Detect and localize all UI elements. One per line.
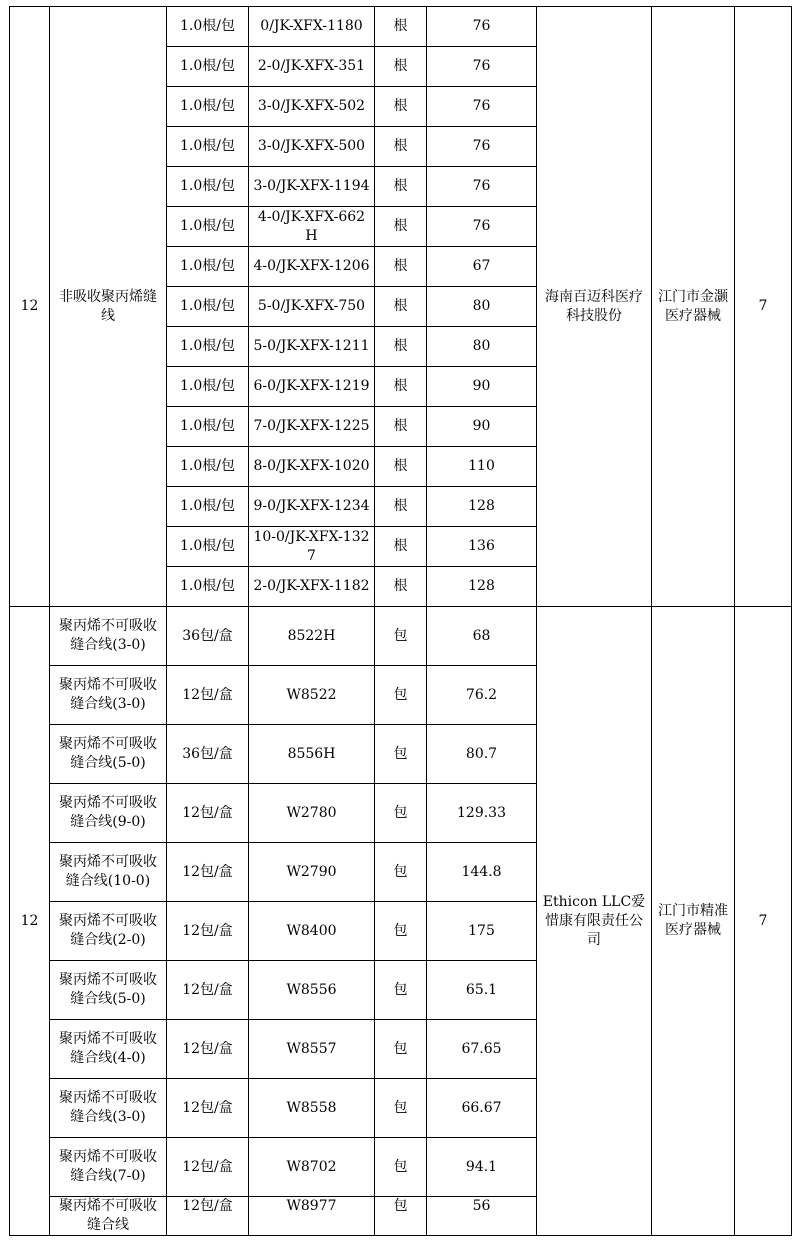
unit-cell: 包 [375,1197,427,1236]
table-body [10,7,792,1236]
price-cell: 76 [427,127,537,167]
spec-cell: 12包/盒 [167,843,249,902]
price-cell: 68 [427,607,537,666]
price-cell: 129.33 [427,784,537,843]
spec-cell: 12包/盒 [167,666,249,725]
spec-cell: 12包/盒 [167,1138,249,1197]
model-cell: 5-0/JK-XFX-750 [249,287,375,327]
model-cell: W8522 [249,666,375,725]
spec-cell: 1.0根/包 [167,327,249,367]
price-cell: 90 [427,367,537,407]
price-cell: 110 [427,447,537,487]
table-row [10,7,792,47]
product-name-cell: 聚丙烯不可吸收缝合线(10-0) [50,843,167,902]
price-cell: 80 [427,287,537,327]
unit-cell: 根 [375,207,427,247]
product-name-cell: 聚丙烯不可吸收缝合线(4-0) [50,1020,167,1079]
model-cell: 8-0/JK-XFX-1020 [249,447,375,487]
price-cell: 128 [427,567,537,607]
unit-cell: 根 [375,7,427,47]
spec-cell: 1.0根/包 [167,207,249,247]
spec-cell: 12包/盒 [167,1079,249,1138]
price-cell: 56 [427,1197,537,1236]
manufacturer-cell: Ethicon LLC爱惜康有限责任公司 [537,607,652,1236]
model-cell: 7-0/JK-XFX-1225 [249,407,375,447]
model-cell: 8522H [249,607,375,666]
model-cell: 0/JK-XFX-1180 [249,7,375,47]
product-name-cell: 聚丙烯不可吸收缝合线(5-0) [50,961,167,1020]
product-name-cell: 聚丙烯不可吸收缝合线(2-0) [50,902,167,961]
unit-cell: 包 [375,725,427,784]
unit-cell: 包 [375,1020,427,1079]
unit-cell: 根 [375,247,427,287]
unit-cell: 包 [375,607,427,666]
unit-cell: 根 [375,47,427,87]
model-cell: 2-0/JK-XFX-1182 [249,567,375,607]
unit-cell: 根 [375,407,427,447]
unit-cell: 根 [375,527,427,567]
spec-cell: 36包/盒 [167,725,249,784]
spec-cell: 1.0根/包 [167,527,249,567]
spec-cell: 1.0根/包 [167,447,249,487]
spec-cell: 1.0根/包 [167,167,249,207]
unit-cell: 包 [375,843,427,902]
unit-cell: 根 [375,487,427,527]
spec-cell: 1.0根/包 [167,47,249,87]
product-name-cell: 聚丙烯不可吸收缝合线 [50,1197,167,1236]
distributor-cell: 江门市金灏医疗器械 [652,7,735,607]
unit-cell: 根 [375,367,427,407]
model-cell: 2-0/JK-XFX-351 [249,47,375,87]
distributor-cell: 江门市精准医疗器械 [652,607,735,1236]
model-cell: W8977 [249,1197,375,1236]
unit-cell: 根 [375,447,427,487]
price-cell: 66.67 [427,1079,537,1138]
price-cell: 76 [427,47,537,87]
model-cell: 3-0/JK-XFX-502 [249,87,375,127]
model-cell: 9-0/JK-XFX-1234 [249,487,375,527]
price-cell: 175 [427,902,537,961]
model-cell: 10-0/JK-XFX-1327 [249,527,375,567]
price-cell: 76.2 [427,666,537,725]
product-price-table [9,6,792,1236]
model-cell: 6-0/JK-XFX-1219 [249,367,375,407]
unit-cell: 包 [375,1138,427,1197]
spec-cell: 1.0根/包 [167,287,249,327]
model-cell: 4-0/JK-XFX-662H [249,207,375,247]
model-cell: W2780 [249,784,375,843]
unit-cell: 包 [375,1079,427,1138]
spec-cell: 12包/盒 [167,1020,249,1079]
spec-cell: 36包/盒 [167,607,249,666]
price-cell: 67.65 [427,1020,537,1079]
price-cell: 80 [427,327,537,367]
spec-cell: 1.0根/包 [167,567,249,607]
product-name-cell: 聚丙烯不可吸收缝合线(7-0) [50,1138,167,1197]
count-cell: 7 [735,607,792,1236]
price-cell: 94.1 [427,1138,537,1197]
model-cell: 3-0/JK-XFX-500 [249,127,375,167]
model-cell: 3-0/JK-XFX-1194 [249,167,375,207]
model-cell: W8702 [249,1138,375,1197]
model-cell: 8556H [249,725,375,784]
price-cell: 136 [427,527,537,567]
product-name-cell: 非吸收聚丙烯缝线 [50,7,167,607]
price-cell: 67 [427,247,537,287]
price-cell: 128 [427,487,537,527]
product-name-cell: 聚丙烯不可吸收缝合线(5-0) [50,725,167,784]
unit-cell: 根 [375,87,427,127]
price-cell: 76 [427,167,537,207]
table-row [10,607,792,666]
model-cell: 4-0/JK-XFX-1206 [249,247,375,287]
price-cell: 90 [427,407,537,447]
count-cell: 7 [735,7,792,607]
unit-cell: 包 [375,902,427,961]
spec-cell: 1.0根/包 [167,487,249,527]
model-cell: 5-0/JK-XFX-1211 [249,327,375,367]
unit-cell: 根 [375,127,427,167]
seq-cell: 12 [10,607,50,1236]
model-cell: W8558 [249,1079,375,1138]
spec-cell: 1.0根/包 [167,247,249,287]
unit-cell: 根 [375,287,427,327]
spec-cell: 1.0根/包 [167,7,249,47]
unit-cell: 根 [375,567,427,607]
price-cell: 65.1 [427,961,537,1020]
price-cell: 76 [427,207,537,247]
spec-cell: 1.0根/包 [167,367,249,407]
product-name-cell: 聚丙烯不可吸收缝合线(3-0) [50,666,167,725]
spec-cell: 12包/盒 [167,784,249,843]
price-cell: 76 [427,87,537,127]
spec-cell: 12包/盒 [167,902,249,961]
product-name-cell: 聚丙烯不可吸收缝合线(9-0) [50,784,167,843]
spec-cell: 1.0根/包 [167,87,249,127]
unit-cell: 包 [375,666,427,725]
model-cell: W2790 [249,843,375,902]
spec-cell: 1.0根/包 [167,407,249,447]
manufacturer-cell: 海南百迈科医疗科技股份 [537,7,652,607]
unit-cell: 根 [375,167,427,207]
product-name-cell: 聚丙烯不可吸收缝合线(3-0) [50,607,167,666]
model-cell: W8400 [249,902,375,961]
spec-cell: 1.0根/包 [167,127,249,167]
spec-cell: 12包/盒 [167,1197,249,1236]
price-cell: 80.7 [427,725,537,784]
unit-cell: 包 [375,784,427,843]
price-cell: 76 [427,7,537,47]
price-cell: 144.8 [427,843,537,902]
seq-cell: 12 [10,7,50,607]
model-cell: W8556 [249,961,375,1020]
product-name-cell: 聚丙烯不可吸收缝合线(3-0) [50,1079,167,1138]
spec-cell: 12包/盒 [167,961,249,1020]
unit-cell: 根 [375,327,427,367]
model-cell: W8557 [249,1020,375,1079]
unit-cell: 包 [375,961,427,1020]
